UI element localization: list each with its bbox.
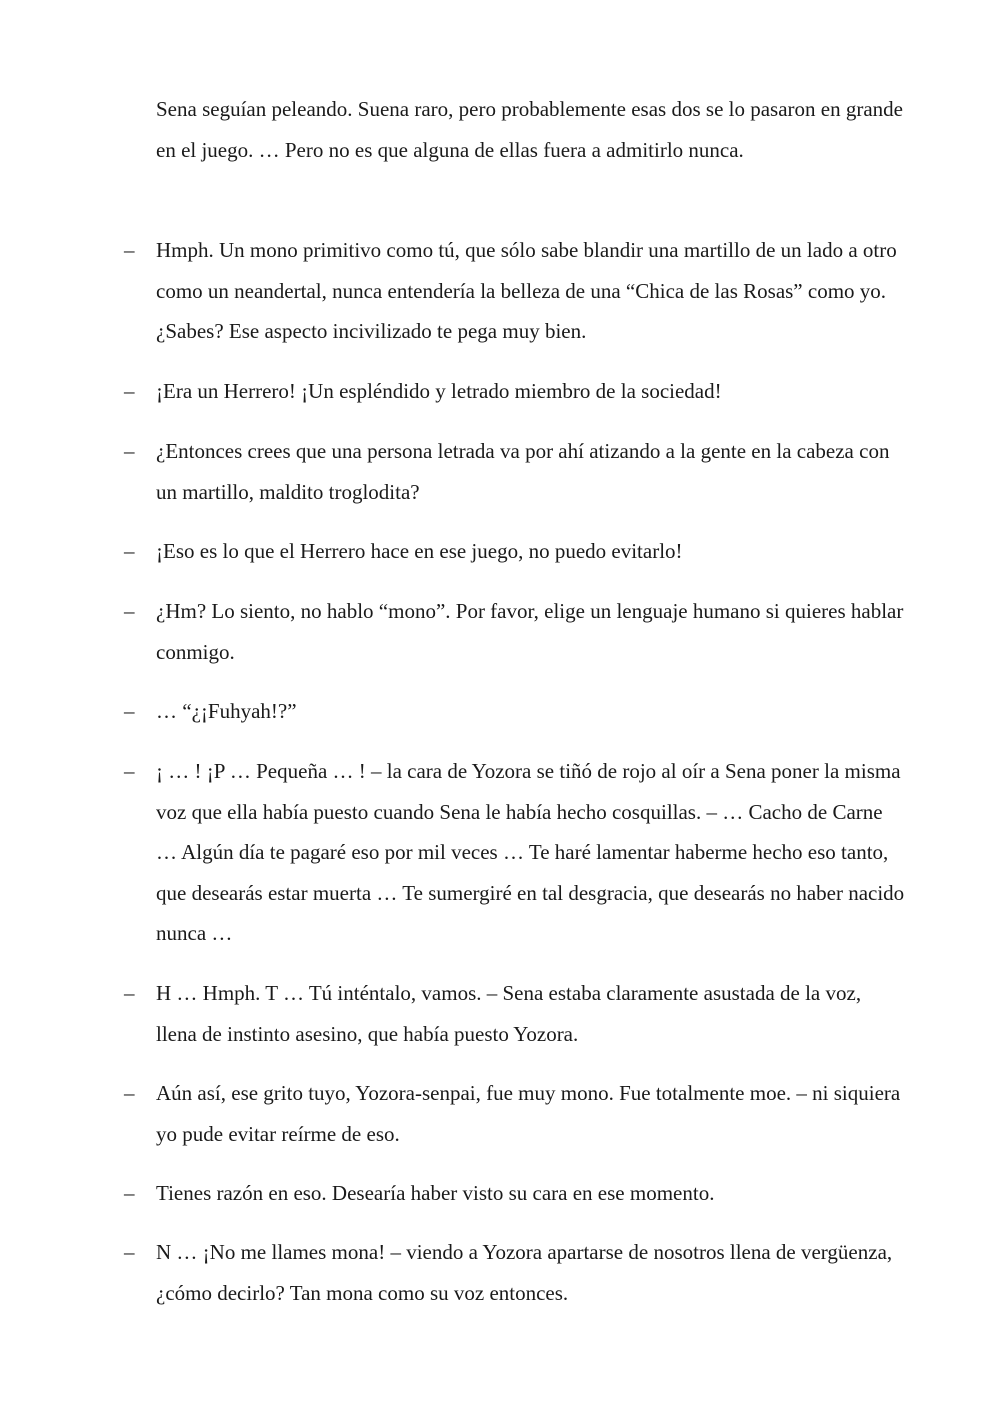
paragraph-text: Sena seguían peleando. Suena raro, pero probablemente esas dos se lo pasaron en grande en el juego. … Pero no es que alguna de ellas fuera a admitirlo nunca. (156, 97, 903, 162)
dialogue-line (124, 691, 906, 732)
dialogue-dash: – (124, 1181, 135, 1205)
dialogue-line (124, 371, 906, 412)
dialogue-text: H … Hmph. T … Tú inténtalo, vamos. – Sena estaba claramente asustada de la voz, llena de instinto asesino, que había puesto Yozora. (156, 981, 862, 1046)
dialogue-text: ¡ … ! ¡P … Pequeña … ! – la cara de Yozora se tiñó de rojo al oír a Sena poner la misma voz que ella había puesto cuando Sena le había hecho cosquillas. – … Cacho de Carne … Algún día te pagaré eso por mil veces … Te haré lamentar haberme hecho eso tanto, que desearás estar muerta … Te sumergiré en tal desgracia, que desearás no haber nacido nunca … (156, 759, 905, 945)
dialogue-text: ¡Era un Herrero! ¡Un espléndido y letrado miembro de la sociedad! (156, 379, 722, 403)
dialogue-text: ¿Entonces crees que una persona letrada va por ahí atizando a la gente en la cabeza con un martillo, maldito troglodita? (156, 439, 890, 504)
dialogue-line (124, 751, 906, 954)
dialogue-dash: – (124, 539, 135, 563)
dialogue-dash: – (124, 379, 135, 403)
dialogue-line (124, 230, 906, 352)
dialogue-text: ¿Hm? Lo siento, no hablo “mono”. Por favor, elige un lenguaje humano si quieres hablar conmigo. (156, 599, 904, 664)
dialogue-text: … “¿¡Fuhyah!?” (156, 699, 297, 723)
dialogue-text: N … ¡No me llames mona! – viendo a Yozora apartarse de nosotros llena de vergüenza, ¿cómo decirlo? Tan mona como su voz entonces. (156, 1240, 893, 1305)
dialogue-dash: – (124, 1240, 135, 1264)
dialogue-line (124, 531, 906, 572)
dialogue-dash: – (124, 981, 135, 1005)
dialogue-dash: – (124, 238, 135, 262)
dialogue-dash: – (124, 439, 135, 463)
dialogue-text: Tienes razón en eso. Desearía haber visto su cara en ese momento. (156, 1181, 715, 1205)
dialogue-line (124, 591, 906, 672)
dialogue-dash: – (124, 759, 135, 783)
dialogue-dash: – (124, 599, 135, 623)
dialogue-text: Hmph. Un mono primitivo como tú, que sólo sabe blandir una martillo de un lado a otro como un neandertal, nunca entendería la belleza de una “Chica de las Rosas” como yo. ¿Sabes? Ese aspecto incivilizado te pega muy bien. (156, 238, 897, 343)
dialogue-text: Aún así, ese grito tuyo, Yozora-senpai, fue muy mono. Fue totalmente moe. – ni siquiera yo pude evitar reírme de eso. (156, 1081, 901, 1146)
dialogue-line (124, 431, 906, 512)
dialogue-text: ¡Eso es lo que el Herrero hace en ese juego, no puedo evitarlo! (156, 539, 683, 563)
dialogue-line (124, 1232, 906, 1313)
paragraph (156, 89, 906, 170)
dialogue-line (124, 1073, 906, 1154)
dialogue-line (124, 973, 906, 1054)
dialogue-line (124, 1173, 906, 1214)
dialogue-dash: – (124, 699, 135, 723)
dialogue-dash: – (124, 1081, 135, 1105)
